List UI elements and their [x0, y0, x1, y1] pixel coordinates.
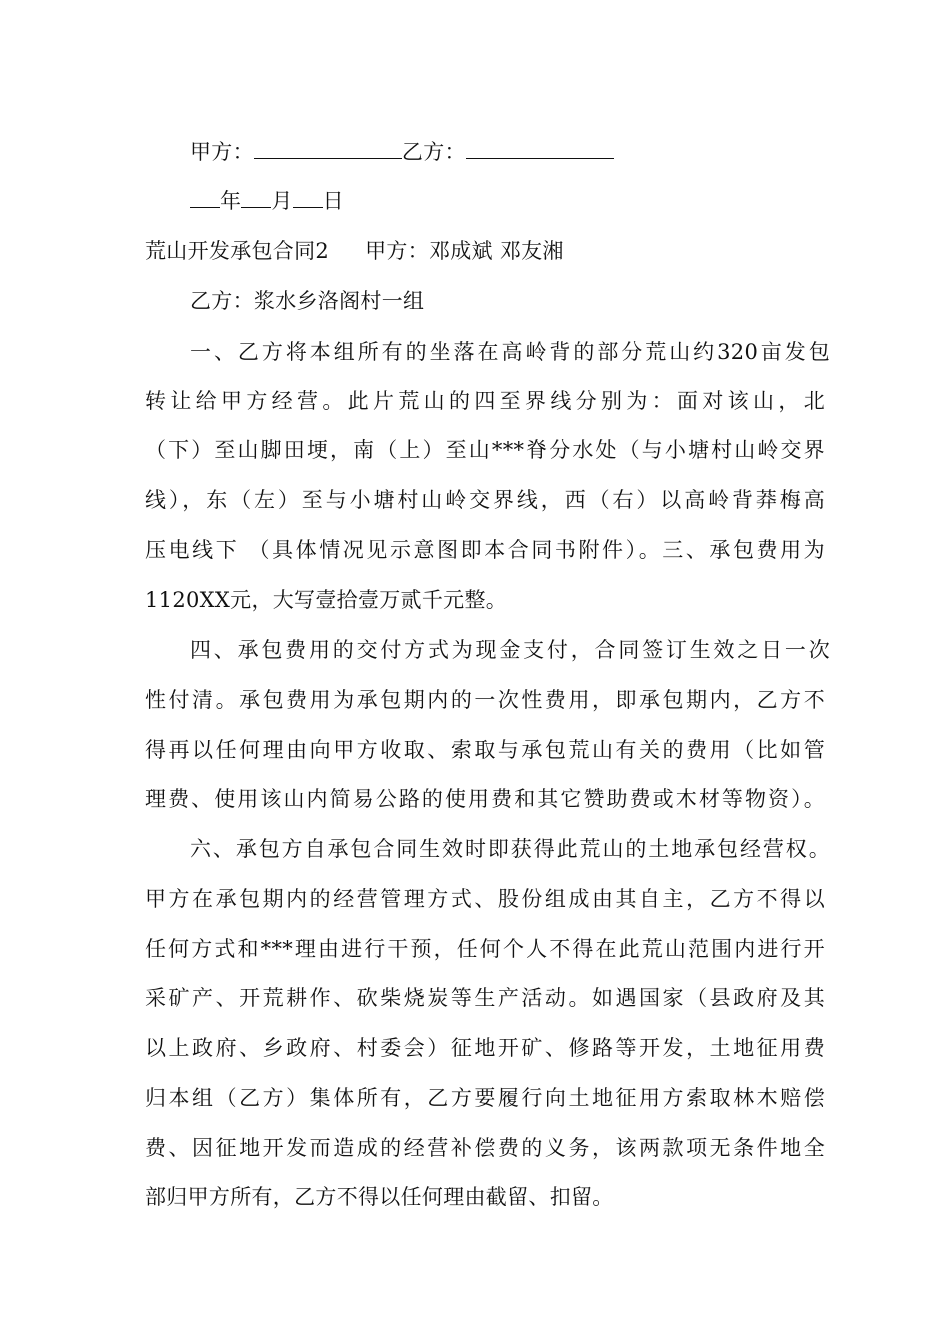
party-b-blank [466, 138, 614, 159]
paragraph-line: 任何方式和***理由进行干预，任何个人不得在此荒山范围内进行开 [145, 937, 825, 961]
paragraph-line: 转让给甲方经营。此片荒山的四至界线分别为：面对该山，北 [145, 389, 825, 413]
paragraph-line: 四、承包费用的交付方式为现金支付，合同签订生效之日一次 [190, 638, 830, 662]
paragraph-line: 部归甲方所有，乙方不得以任何理由截留、扣留。 [145, 1185, 614, 1209]
paragraph-line: 费、因征地开发而造成的经营补偿费的义务，该两款项无条件地全 [145, 1136, 825, 1160]
year-label: 年 [220, 189, 242, 213]
paragraph-line: 线），东（左）至与小塘村山岭交界线，西（右）以高岭背莽梅高 [145, 488, 825, 512]
contract-title: 荒山开发承包合同2 [145, 239, 330, 263]
party-b-line: 乙方：浆水乡洛阁村一组 [190, 289, 425, 313]
day-label: 日 [322, 189, 344, 213]
date-line [190, 186, 830, 216]
paragraph-line: 六、承包方自承包合同生效时即获得此荒山的土地承包经营权。 [190, 837, 830, 861]
signature-line [190, 137, 830, 167]
paragraph-line: 甲方在承包期内的经营管理方式、股份组成由其自主，乙方不得以 [145, 887, 825, 911]
paragraph-line: 压电线下 （具体情况见示意图即本合同书附件）。三、承包费用为 [145, 538, 825, 562]
paragraph-line: （下）至山脚田埂，南（上）至山***脊分水处（与小塘村山岭交界 [145, 438, 825, 462]
paragraph-line: 采矿产、开荒耕作、砍柴烧炭等生产活动。如遇国家（县政府及其 [145, 986, 825, 1010]
party-a-blank [254, 138, 402, 159]
heading-line [145, 236, 825, 266]
month-label: 月 [271, 189, 293, 213]
paragraph-line: 以上政府、乡政府、村委会）征地开矿、修路等开发，土地征用费 [145, 1036, 825, 1060]
year-blank [190, 187, 220, 208]
party-b-label: 乙方： [401, 140, 466, 164]
heading-party-a: 甲方：邓成斌 邓友湘 [365, 239, 564, 263]
party-a-label: 甲方： [190, 140, 254, 164]
paragraph-line: 一、乙方将本组所有的坐落在高岭背的部分荒山约320亩发包 [190, 340, 830, 364]
paragraph-line: 理费、使用该山内简易公路的使用费和其它赞助费或木材等物资）。 [145, 787, 825, 811]
paragraph-line: 归本组（乙方）集体所有，乙方要履行向土地征用方索取林木赔偿 [145, 1086, 825, 1110]
month-blank [241, 187, 271, 208]
paragraph-line: 1120XX元，大写壹拾壹万贰千元整。 [145, 588, 508, 612]
day-blank [293, 187, 323, 208]
paragraph-line: 得再以任何理由向甲方收取、索取与承包荒山有关的费用（比如管 [145, 738, 825, 762]
paragraph-line: 性付清。承包费用为承包期内的一次性费用，即承包期内，乙方不 [145, 688, 825, 712]
